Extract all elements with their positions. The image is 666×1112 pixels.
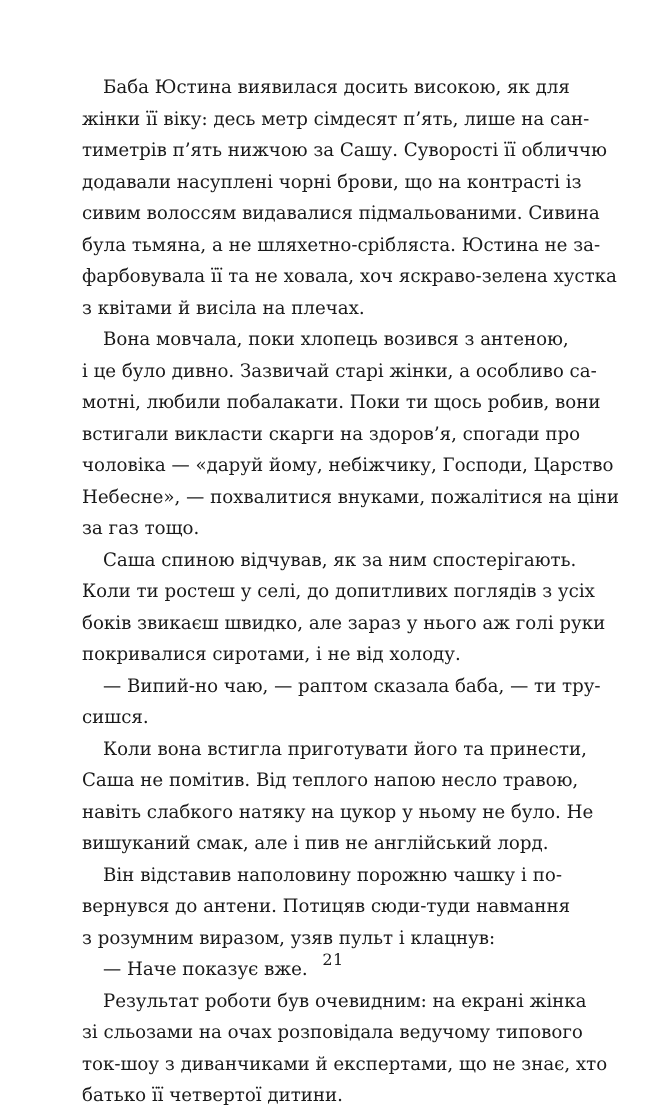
paragraph xyxy=(82,72,617,324)
paragraph xyxy=(82,860,571,955)
text-line: Саша спиною відчував, як за ним спостерігають. xyxy=(103,549,577,571)
text-line: Він відставив наполовину порожню чашку і по- xyxy=(103,864,562,886)
text-line: Саша не помітив. Від теплого напою несло травою, xyxy=(82,770,579,791)
text-line: Результат роботи був очевидним: на екрані жінка xyxy=(103,990,587,1012)
text-line: тиметрів п’ять нижчою за Сашу. Суворості її обличчю xyxy=(82,140,607,161)
text-line: жінки її віку: десь метр сімдесят п’ять, лише на сан- xyxy=(82,108,590,130)
text-line: з розумним виразом, узяв пульт і клацнув: xyxy=(82,927,496,949)
text-line: сивим волоссям видавалися підмальованими. Сивина xyxy=(82,203,600,224)
text-line: Коли ти ростеш у селі, до допитливих поглядів з усіх xyxy=(82,581,595,602)
text-line: і це було дивно. Зазвичай старі жінки, а особливо са- xyxy=(82,360,597,382)
page-number: 21 xyxy=(322,950,344,969)
text-line: — Випий-но чаю, — раптом сказала баба, — ти тру- xyxy=(103,675,601,697)
text-line: за газ тощо. xyxy=(82,518,200,539)
paragraph xyxy=(82,986,608,1112)
text-line: боків звикаєш швидко, але зараз у нього аж голі руки xyxy=(82,612,606,634)
text-line: чоловіка — «даруй йому, небіжчику, Господи, Царство xyxy=(82,455,614,476)
text-line: з квітами й висіла на плечах. xyxy=(82,297,365,319)
text-line: батько її четвертої дитини. xyxy=(82,1085,343,1106)
text-line: вишуканий смак, але і пив не англійський лорд. xyxy=(82,833,549,854)
dialogue-paragraph xyxy=(82,671,601,734)
text-line: навіть слабкого натяку на цукор у ньому не було. Не xyxy=(82,801,594,823)
paragraph xyxy=(82,545,606,671)
text-line: мотні, любили побалакати. Поки ти щось робив, вони xyxy=(82,392,601,413)
text-line: вернувся до антени. Потицяв сюди-туди навмання xyxy=(82,896,571,917)
text-line: покривалися сиротами, і не від холоду. xyxy=(82,644,461,665)
text-line: сишся. xyxy=(82,707,149,728)
text-line: ток-шоу з диванчиками й експертами, що не знає, хто xyxy=(82,1053,608,1075)
text-line: встигали викласти скарги на здоров’я, спогади про xyxy=(82,423,581,445)
text-line: Небесне», — похвалитися внуками, пожалітися на ціни xyxy=(82,486,620,508)
paragraph xyxy=(82,734,594,860)
text-line: — Наче показує вже. xyxy=(103,959,308,980)
text-line: зі сльозами на очах розповідала ведучому типового xyxy=(82,1022,583,1043)
text-line: була тьмяна, а не шляхетно-срібляста. Юстина не за- xyxy=(82,234,601,256)
text-line: Баба Юстина виявилася досить високою, як для xyxy=(103,77,570,98)
text-line: Коли вона встигла приготувати його та принести, xyxy=(103,738,587,760)
text-line: додавали насуплені чорні брови, що на контрасті із xyxy=(82,171,582,193)
text-line: Вона мовчала, поки хлопець возився з антеною, xyxy=(103,329,569,350)
paragraph xyxy=(82,324,620,545)
text-line: фарбовувала її та не ховала, хоч яскраво-зелена хустка xyxy=(82,266,617,287)
